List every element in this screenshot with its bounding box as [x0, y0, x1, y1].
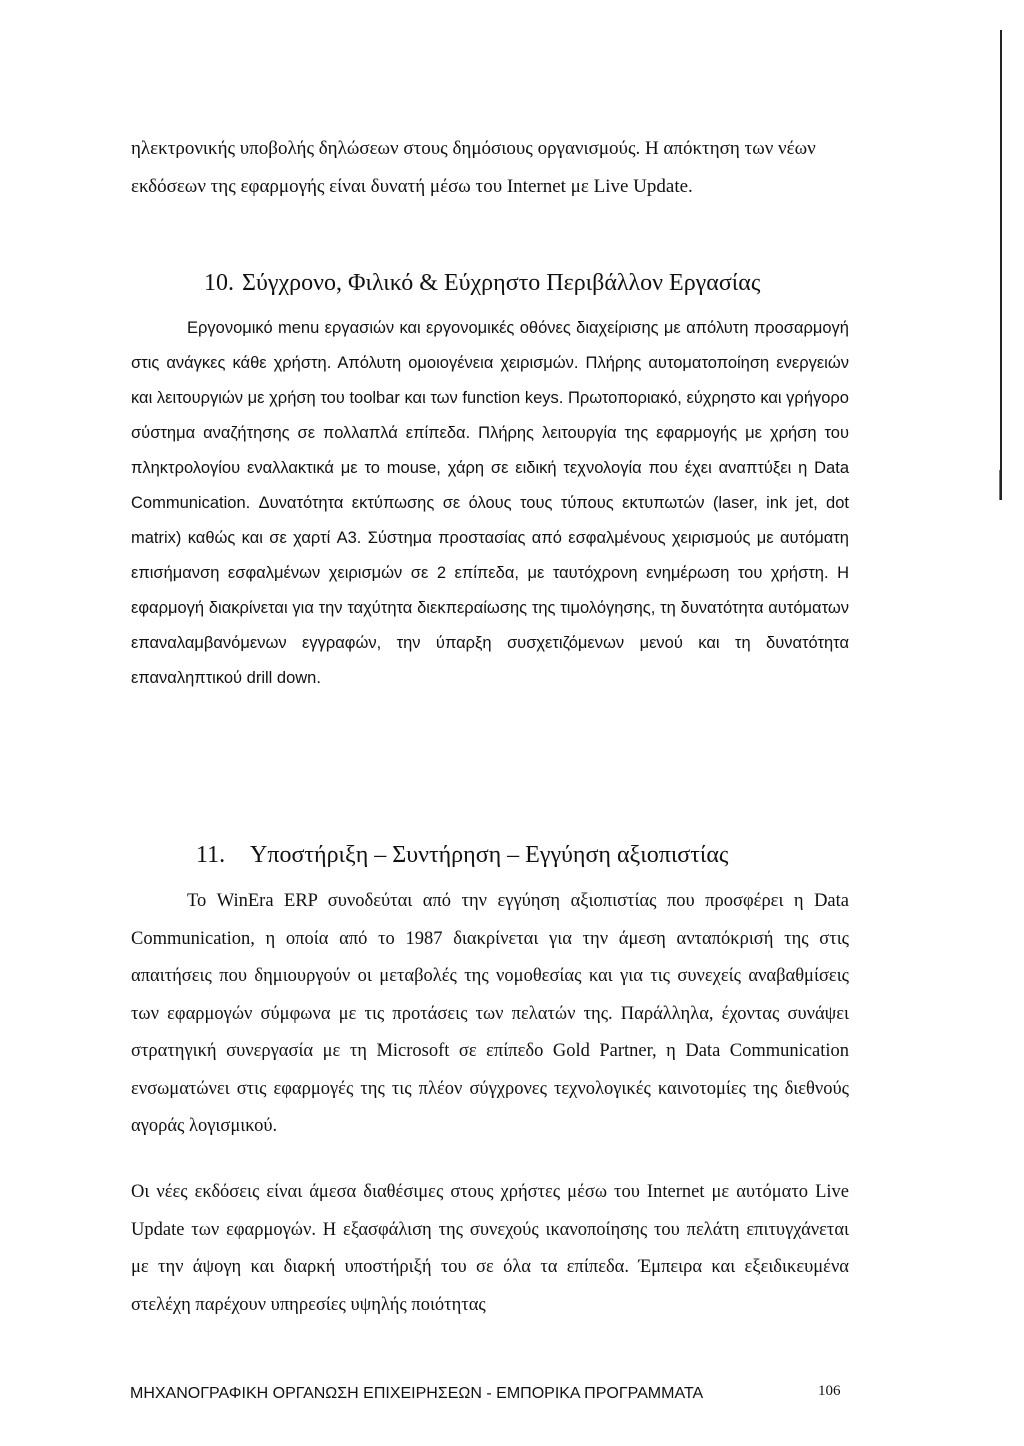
intro-paragraph: [131, 130, 849, 206]
section-11-title: Υποστήριξη – Συντήρηση – Εγγύηση αξιοπιστίας: [250, 842, 729, 868]
section-11-body-continued: [131, 1174, 849, 1324]
section-11-paragraph-2: Οι νέες εκδόσεις είναι άμεσα διαθέσιμες στους χρήστες μέσω του Internet με αυτόματο Live Update των εφαρμογών. Η εξασφάλιση της συνεχούς ικανοποίησης του πελάτη επιτυγχάνεται με την άψογη και διαρκή υποστήριξή του σε όλα τα επίπεδα. Έμπειρα και εξειδικευμένα στελέχη παρέχουν υπηρεσίες υψηλής ποιότητας: [131, 1182, 849, 1315]
page-number: 106: [818, 1383, 841, 1399]
section-11-heading: [196, 842, 728, 869]
section-10-title: Σύγχρονο, Φιλικό & Εύχρηστο Περιβάλλον Εργασίας: [242, 270, 761, 296]
page-footer: [130, 1385, 860, 1403]
section-10-heading: [204, 270, 760, 297]
section-11-number: 11.: [196, 842, 226, 868]
section-10-body: [131, 311, 849, 696]
section-10-number: 10.: [204, 270, 234, 296]
scan-edge-line: [1000, 30, 1002, 500]
section-10-paragraph: Εργονομικό menu εργασιών και εργονομικές οθόνες διαχείρισης με απόλυτη προσαρμογή στις ανάγκες κάθε χρήστη. Απόλυτη ομοιογένεια χειρισμών. Πλήρης αυτοματοποίηση ενεργειών και λειτουργιών με χρήση του toolbar και των function keys. Πρωτοποριακό, εύχρηστο και γρήγορο σύστημα αναζήτησης σε πολλαπλά επίπεδα. Πλήρης λειτουργία της εφαρμογής με χρήση του πληκτρολογίου εναλλακτικά με το mouse, χάρη σε ειδική τεχνολογία που έχει αναπτύξει η Data Communication. Δυνατότητα εκτύπωσης σε όλους τους τύπους εκτυπωτών (laser, ink jet, dot matrix) καθώς και σε χαρτί A3. Σύστημα προστασίας από εσφαλμένους χειρισμούς με αυτόματη επισήμανση εσφαλμένων χειρισμών σε 2 επίπεδα, με ταυτόχρονη ενημέρωση του χρήστη. Η εφαρμογή διακρίνεται για την ταχύτητα διεκπεραίωσης της τιμολόγησης, τη δυνατότητα αυτόματων επαναλαμβανόμενων εγγραφών, την ύπαρξη συσχετιζόμενων μενού και τη δυνατότητα επαναληπτικού drill down.: [131, 319, 849, 687]
section-11-paragraph-1: Το WinEra ERP συνοδεύται από την εγγύηση αξιοπιστίας που προσφέρει η Data Communication, η οποία από το 1987 διακρίνεται για την άμεση ανταπόκρισή της στις απαιτήσεις που δημιουργούν οι μεταβολές της νομοθεσίας και για τις συνεχείς αναβαθμίσεις των εφαρμογών σύμφωνα με τις προτάσεις των πελατών της. Παράλληλα, έχοντας συνάψει στρατηγική συνεργασία με τη Microsoft σε επίπεδο Gold Partner, η Data Communication ενσωματώνει στις εφαρμογές της τις πλέον σύγχρονες τεχνολογικές καινοτομίες της διεθνούς αγοράς λογισμικού.: [131, 891, 849, 1136]
scan-edge-line-lower: [999, 470, 1000, 500]
section-11-body: [131, 883, 849, 1146]
intro-text: ηλεκτρονικής υποβολής δηλώσεων στους δημόσιους οργανισμούς. Η απόκτηση των νέων εκδόσεων της εφαρμογής είναι δυνατή μέσω του Internet με Live Update.: [131, 138, 816, 197]
footer-title: ΜΗΧΑΝΟΓΡΑΦΙΚΗ ΟΡΓΑΝΩΣΗ ΕΠΙΧΕΙΡΗΣΕΩΝ - ΕΜΠΟΡΙΚΑ ΠΡΟΓΡΑΜΜΑΤΑ: [130, 1385, 704, 1402]
